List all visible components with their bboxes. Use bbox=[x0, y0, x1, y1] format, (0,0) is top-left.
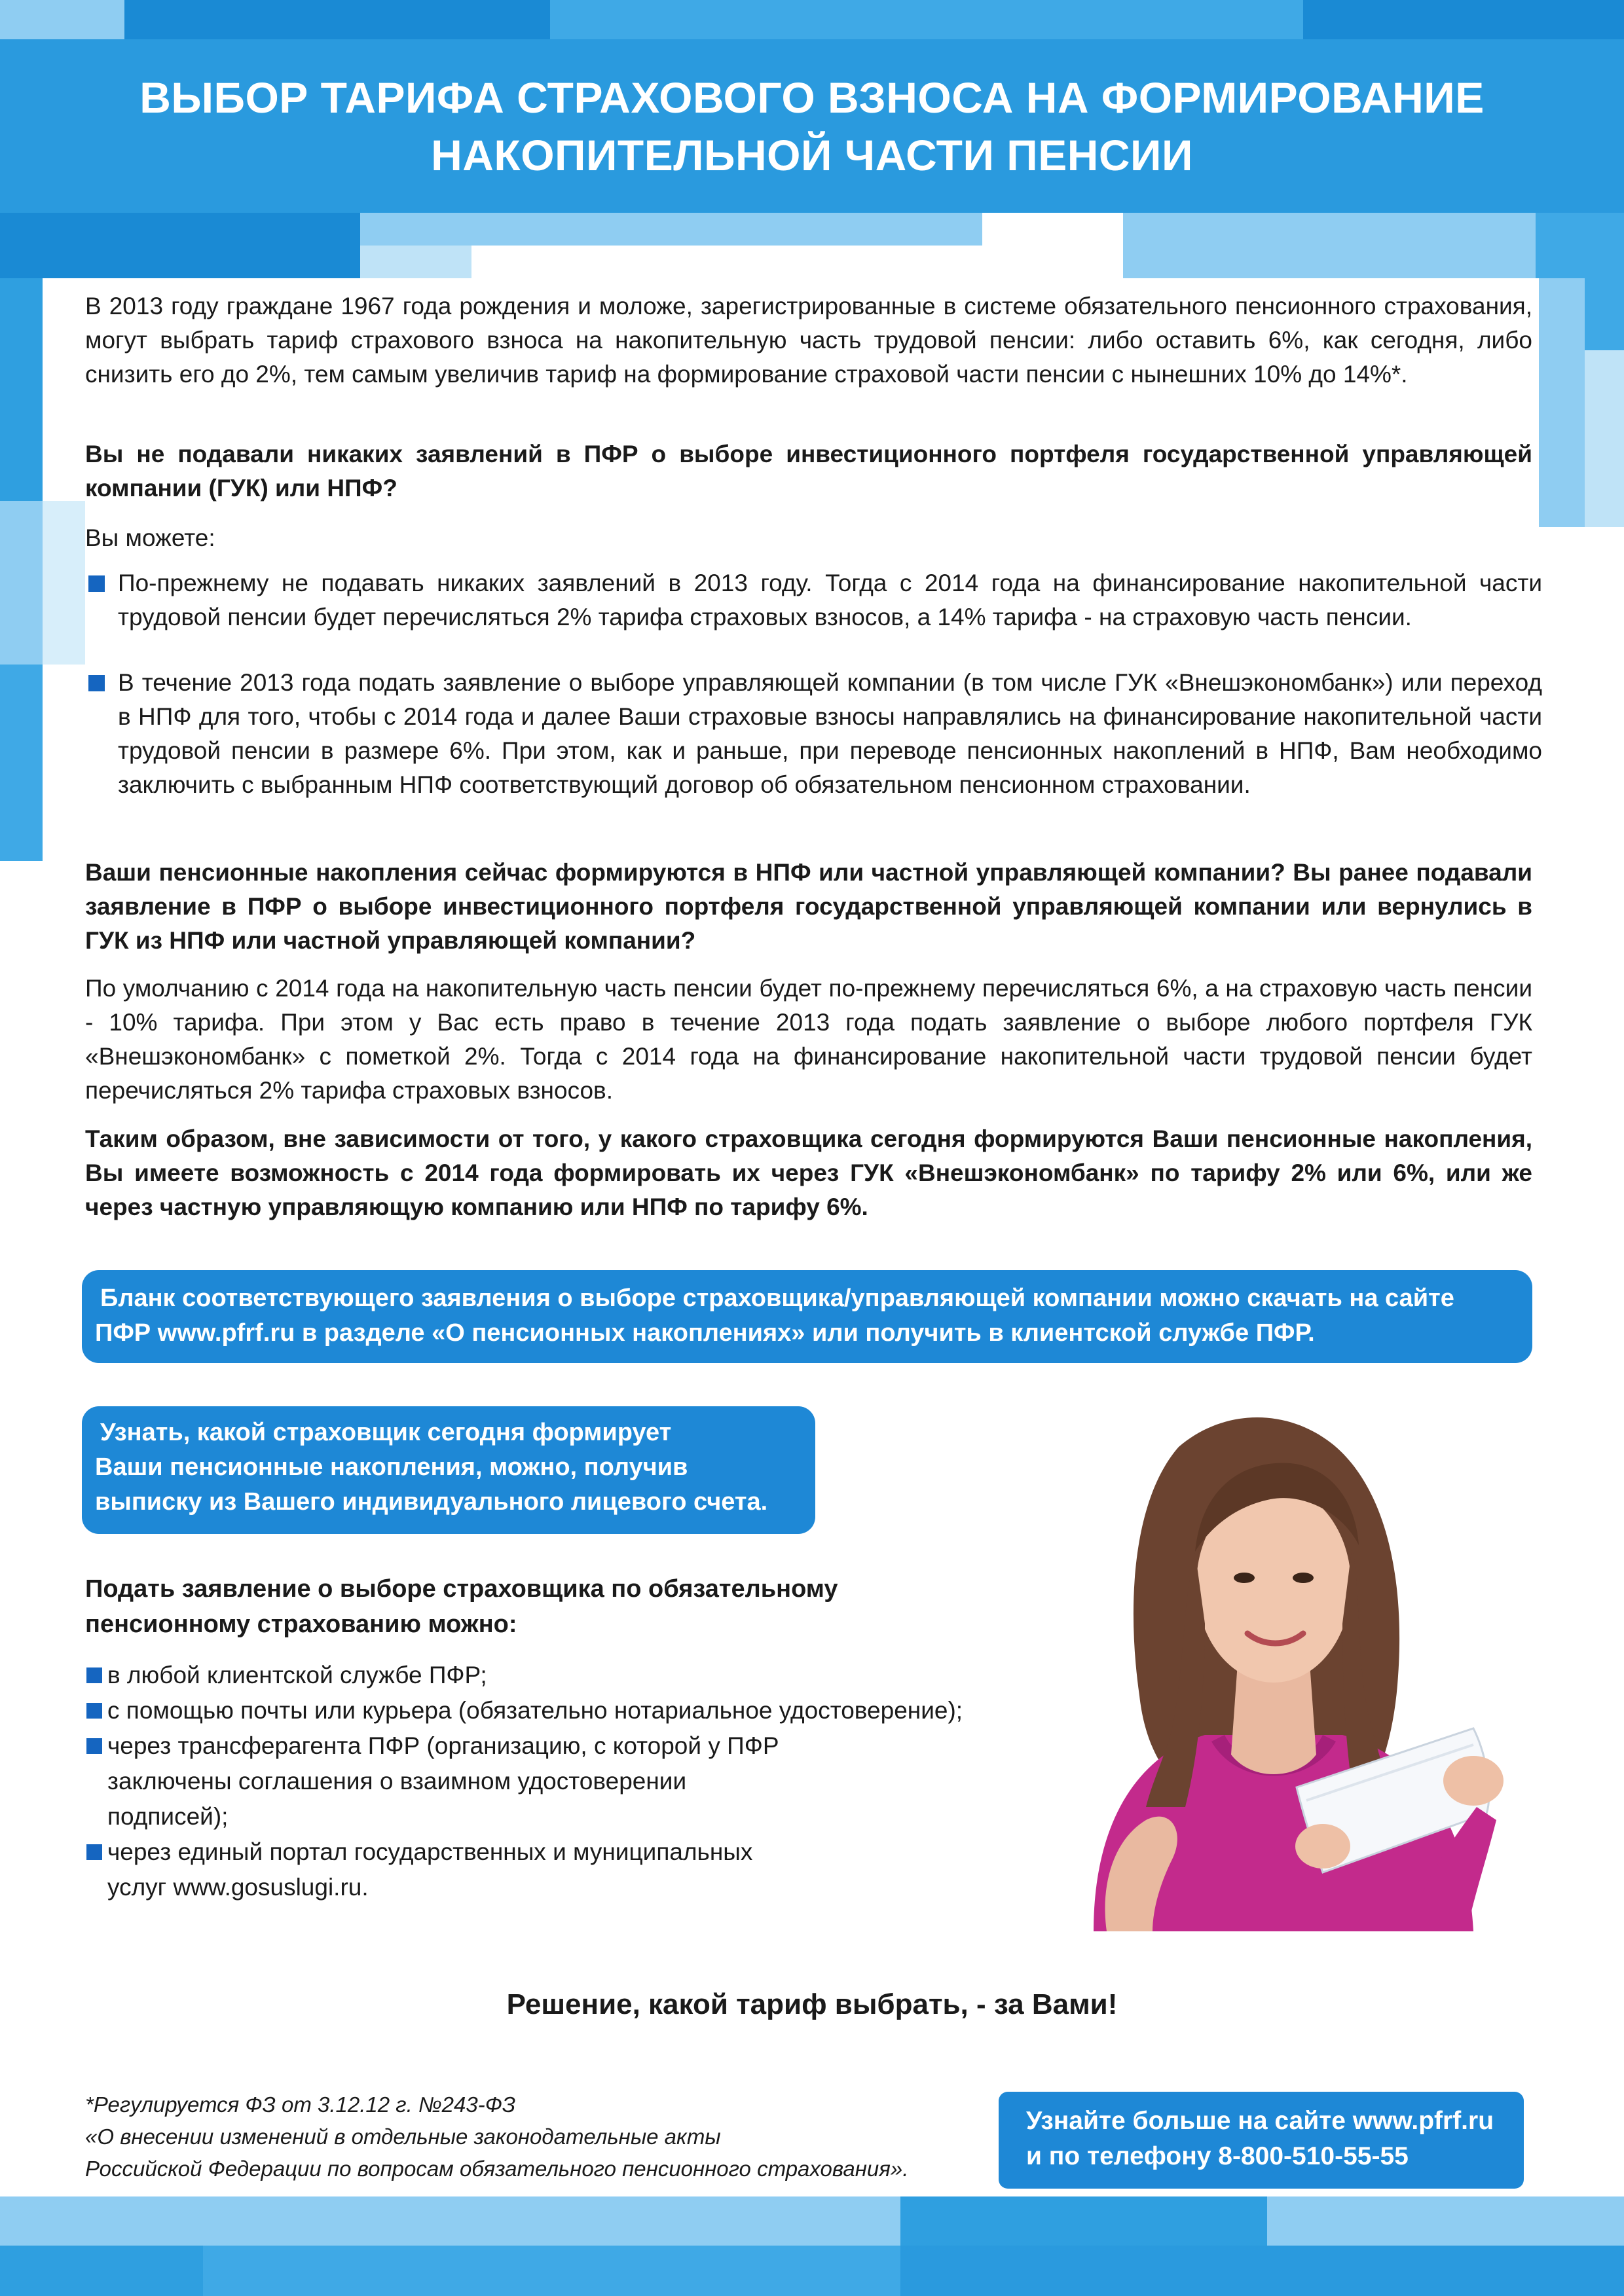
footnote-line: Российской Федерации по вопросам обязательного пенсионного страхования». bbox=[85, 2157, 909, 2181]
footer-tile bbox=[0, 2246, 203, 2296]
footer-tile bbox=[0, 2196, 900, 2246]
submit-ways-list bbox=[85, 1658, 1035, 1905]
contact-box bbox=[999, 2092, 1524, 2189]
list-item: По-прежнему не подавать никаких заявлений в 2013 году. Тогда с 2014 года на финансирование накопительной части трудовой пенсии будет перечисляться 2% тарифа страховых взносов, а 14% тарифа - на страховую часть пенсии. bbox=[85, 566, 1542, 634]
list-item: в любой клиентской службе ПФР; bbox=[85, 1658, 1035, 1693]
slogan: Решение, какой тариф выбрать, - за Вами! bbox=[506, 1988, 1118, 2020]
header-tile bbox=[124, 0, 550, 39]
header-tile bbox=[0, 0, 124, 39]
footnote-line: «О внесении изменений в отдельные законодательные акты bbox=[85, 2124, 721, 2149]
right-decor-strip bbox=[1585, 350, 1624, 527]
footnote bbox=[85, 2088, 989, 2185]
callout-line: Узнать, какой страховщик сегодня формирует bbox=[100, 1419, 672, 1446]
left-decor-strip bbox=[43, 501, 85, 665]
bullet-square-icon bbox=[86, 1738, 102, 1754]
page-title-line: НАКОПИТЕЛЬНОЙ ЧАСТИ ПЕНСИИ bbox=[431, 131, 1193, 179]
bullet-square-icon bbox=[88, 675, 105, 691]
woman-illustration bbox=[1015, 1388, 1552, 1931]
callout-statement bbox=[82, 1406, 815, 1534]
footer-tile bbox=[900, 2246, 1624, 2296]
list-item: с помощью почты или курьера (обязательно нотариальное удостоверение); bbox=[85, 1693, 1035, 1728]
intro-paragraph: В 2013 году граждане 1967 года рождения и моложе, зарегистрированные в системе обязательного пенсионного страхования, могут выбрать тариф страхового взноса на накопительную часть трудовой пенсии: либо оставить 6%, как сегодня, либо снизить его до 2%, тем самым увеличив тариф на формирование страховой части пенсии с нынешних 10% до 14%*. bbox=[85, 293, 1532, 388]
callout-line: Бланк соответствующего заявления о выборе страховщика/управляющей компании можно скачать на сайте bbox=[100, 1285, 1454, 1312]
footer-tile bbox=[1267, 2196, 1624, 2246]
contact-phone[interactable]: и по телефону 8-800-510-55-55 bbox=[1026, 2142, 1409, 2170]
bullet-square-icon bbox=[86, 1703, 102, 1719]
right-decor-strip bbox=[1539, 278, 1585, 527]
header-tile bbox=[360, 213, 982, 246]
submit-heading: Подать заявление о выборе страховщика по обязательному пенсионному страхованию можно: bbox=[85, 1575, 838, 1638]
section1-lead: Вы можете: bbox=[85, 524, 215, 551]
list-item: В течение 2013 года подать заявление о выборе управляющей компании (в том числе ГУК «Внешэкономбанк») или переход в НПФ для того, чтобы с 2014 года и далее Ваши страховые взносы направлялись на финансирование накопительной части трудовой пенсии в размере 6%. При этом, как и раньше, при переводе пенсионных накоплений в НПФ, Вам необходимо заключить с выбранным НПФ соответствующий договор об обязательном пенсионном страховании. bbox=[85, 666, 1542, 802]
footer-tile bbox=[203, 2246, 900, 2296]
footer-tile bbox=[900, 2196, 1267, 2246]
list-item: через трансферагента ПФР (организацию, с которой у ПФР заключены соглашения о взаимном удостоверении подписей); bbox=[85, 1728, 808, 1834]
section1-question: Вы не подавали никаких заявлений в ПФР о выборе инвестиционного портфеля государственной управляющей компании (ГУК) или НПФ? bbox=[85, 441, 1532, 501]
left-decor-strip bbox=[0, 501, 43, 665]
page-title-line: ВЫБОР ТАРИФА СТРАХОВОГО ВЗНОСА НА ФОРМИРОВАНИЕ bbox=[139, 73, 1485, 122]
right-decor-strip bbox=[1585, 278, 1624, 350]
bullet-square-icon bbox=[86, 1844, 102, 1860]
bullet-square-icon bbox=[86, 1667, 102, 1683]
bullet-square-icon bbox=[88, 575, 105, 592]
header-tile bbox=[550, 0, 1303, 39]
section2-paragraph: По умолчанию с 2014 года на накопительную часть пенсии будет по-прежнему перечисляться 6%, а на страховую часть пенсии - 10% тарифа. При этом у Вас есть право в течение 2013 года подать заявление о выборе любого портфеля ГУК «Внешэкономбанк» с пометкой 2%. Тогда с 2014 года на финансирование накопительной части трудовой пенсии будет перечисляться 2% тарифа страховых взносов. bbox=[85, 975, 1532, 1104]
list-item: через единый портал государственных и муниципальных услуг www.gosuslugi.ru. bbox=[85, 1834, 808, 1905]
callout-line: выписку из Вашего индивидуального лицевого счета. bbox=[95, 1488, 768, 1516]
header-tile bbox=[1303, 0, 1624, 39]
header-tile bbox=[360, 246, 471, 278]
woman-reading-document-photo bbox=[1015, 1388, 1552, 1931]
callout-line: Ваши пенсионные накопления, можно, получив bbox=[95, 1453, 688, 1481]
left-decor-strip bbox=[0, 278, 43, 501]
contact-website-link[interactable]: Узнайте больше на сайте www.pfrf.ru bbox=[1026, 2107, 1494, 2135]
summary-paragraph: Таким образом, вне зависимости от того, у какого страховщика сегодня формируются Ваши пенсионные накопления, Вы имеете возможность с 2014 года формировать их через ГУК «Внешэкономбанк» по тарифу 2% или 6%, или же через частную управляющую компанию или НПФ по тарифу 6%. bbox=[85, 1125, 1532, 1220]
page-title bbox=[0, 69, 1624, 184]
header-tile bbox=[982, 213, 1123, 246]
left-decor-strip bbox=[0, 665, 43, 861]
section1-options bbox=[85, 566, 1542, 802]
section2-question: Ваши пенсионные накопления сейчас формируются в НПФ или частной управляющей компании? Вы ранее подавали заявление в ПФР о выборе инвестиционного портфеля государственной управляющей компании или вернулись в ГУК из НПФ или частной управляющей компании? bbox=[85, 859, 1532, 954]
footnote-line: *Регулируется ФЗ от 3.12.12 г. №243-ФЗ bbox=[85, 2092, 516, 2117]
header-tile bbox=[0, 213, 360, 278]
callout-line: ПФР www.pfrf.ru в разделе «О пенсионных накоплениях» или получить в клиентской службе ПФР. bbox=[95, 1319, 1315, 1347]
header-tile bbox=[1123, 213, 1536, 278]
callout-form-download bbox=[82, 1270, 1532, 1363]
header-tile bbox=[1536, 213, 1624, 278]
